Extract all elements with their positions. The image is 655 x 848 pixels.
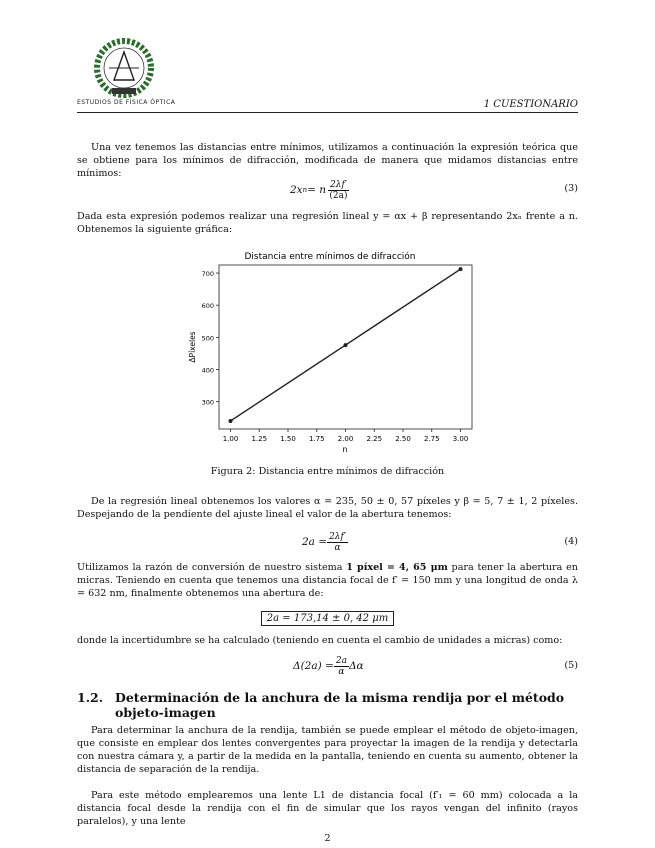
- diffraction-chart: [185, 247, 475, 457]
- chart-data-point: [459, 267, 463, 271]
- paragraph-results: De la regresión lineal obtenemos los valores α = 235, 50 ± 0, 57 píxeles y β = 5, 7 ± 1, 2 píxeles. Despejando de la pendiente del ajuste lineal el valor de la abertura tenemos:: [77, 496, 578, 520]
- eq3-numerator: 2λf′: [330, 179, 347, 190]
- paragraph-lens: Para este método emplearemos una lente L1 de distancia focal (f′₁ = 60 mm) colocada a la distancia focal desde la rendija con el fin de simular que los rayos vengan del infinito (rayos paralelos), y una lente: [77, 790, 578, 827]
- paragraph-method: Para determinar la anchura de la rendija, también se puede emplear el método de objeto-imagen, que consiste en emplear dos lentes convergentes para proyectar la imagen de la rendija y detectarla con nuestra cámara y, a partir de la medida en la pantalla, teniendo en cuenta su aumento, obtener la distancia de separación de la rendija.: [77, 725, 578, 775]
- chart-data-point: [344, 343, 348, 347]
- equation-5-label: (5): [564, 660, 578, 671]
- chart-data-point: [229, 419, 233, 423]
- chart-x-tick-label: 2.75: [423, 435, 440, 443]
- chart-x-tick-label: 1.00: [222, 435, 239, 443]
- chart-x-label: n: [342, 445, 348, 454]
- eq3-denominator: (2a): [329, 190, 348, 201]
- eq3-mid: = n: [307, 184, 327, 196]
- chart-x-tick-label: 2.50: [395, 435, 411, 443]
- equation-4-label: (4): [564, 536, 578, 547]
- chart-y-tick-label: 700: [201, 270, 214, 279]
- chart-x-tick-label: 2.25: [366, 435, 383, 443]
- chart-x-tick-label: 1.25: [251, 435, 268, 443]
- boxed-result-wrap: [0, 606, 655, 625]
- eq3-sub: n: [302, 186, 308, 194]
- eq5-lhs: Δ(2a) =: [293, 660, 334, 672]
- section-heading: [77, 690, 578, 720]
- chart-y-label: ΔPíxeles: [188, 331, 197, 363]
- paragraph-uncertainty: donde la incertidumbre se ha calculado (teniendo en cuenta el cambio de unidades a micras) como:: [77, 635, 563, 646]
- boxed-result: 2a = 173,14 ± 0, 42 μm: [261, 611, 394, 626]
- chart-y-tick-label: 600: [201, 302, 214, 311]
- section-number: 1.2.: [77, 690, 104, 705]
- para4-pre: Utilizamos la razón de conversión de nuestro sistema: [77, 562, 347, 573]
- chart-x-tick-label: 3.00: [452, 435, 469, 443]
- page-number: 2: [324, 833, 331, 844]
- chart-y-tick-label: 400: [201, 366, 214, 375]
- header-rule: [77, 112, 578, 113]
- eq4-numerator: 2λf′: [329, 531, 346, 542]
- equation-5: [293, 652, 364, 680]
- section-title: Determinación de la anchura de la misma rendija por el método objeto-imagen: [115, 690, 565, 720]
- logo-caption: ESTUDIOS DE FÍSICA ÓPTICA: [77, 99, 176, 106]
- para4-post: para tener la abertura en micras. Teniendo en cuenta que tenemos una distancia focal de f′ = 150 mm y una longitud de onda λ = 632 nm, finalmente obtenemos una abertura de:: [77, 562, 578, 599]
- figure-caption: Figura 2: Distancia entre mínimos de difracción: [210, 466, 445, 477]
- chart-y-tick-label: 500: [201, 334, 214, 343]
- eq5-rhs: Δα: [348, 660, 364, 672]
- eq4-denominator: α: [334, 542, 341, 553]
- chart-x-tick-label: 1.75: [308, 435, 325, 443]
- equation-4: [302, 528, 348, 556]
- running-header-section: 1 CUESTIONARIO: [483, 99, 578, 110]
- paragraph-conversion: [77, 561, 578, 600]
- paragraph-regression: Dada esta expresión podemos realizar una regresión lineal y = αx + β representando 2xₙ frente a n. Obtenemos la siguiente gráfica:: [77, 211, 578, 235]
- eq3-lhs: 2x: [290, 184, 303, 196]
- equation-3: [290, 176, 349, 204]
- eq4-lhs: 2a =: [302, 536, 328, 548]
- eq5-denominator: α: [338, 666, 345, 677]
- paragraph-intro: Una vez tenemos las distancias entre mínimos, utilizamos a continuación la expresión teórica que se obtiene para los mínimos de difracción, modificada de manera que midamos distancias entre mínimos:: [77, 142, 578, 179]
- chart-x-tick-label: 2.00: [337, 435, 354, 443]
- para4-bold: 1 píxel = 4, 65 μm: [346, 562, 448, 573]
- chart-x-tick-label: 1.50: [280, 435, 296, 443]
- equation-3-label: (3): [564, 183, 578, 194]
- chart-y-tick-label: 300: [201, 398, 214, 407]
- eq5-numerator: 2a: [335, 655, 347, 666]
- chart-title: Distancia entre mínimos de difracción: [244, 252, 416, 262]
